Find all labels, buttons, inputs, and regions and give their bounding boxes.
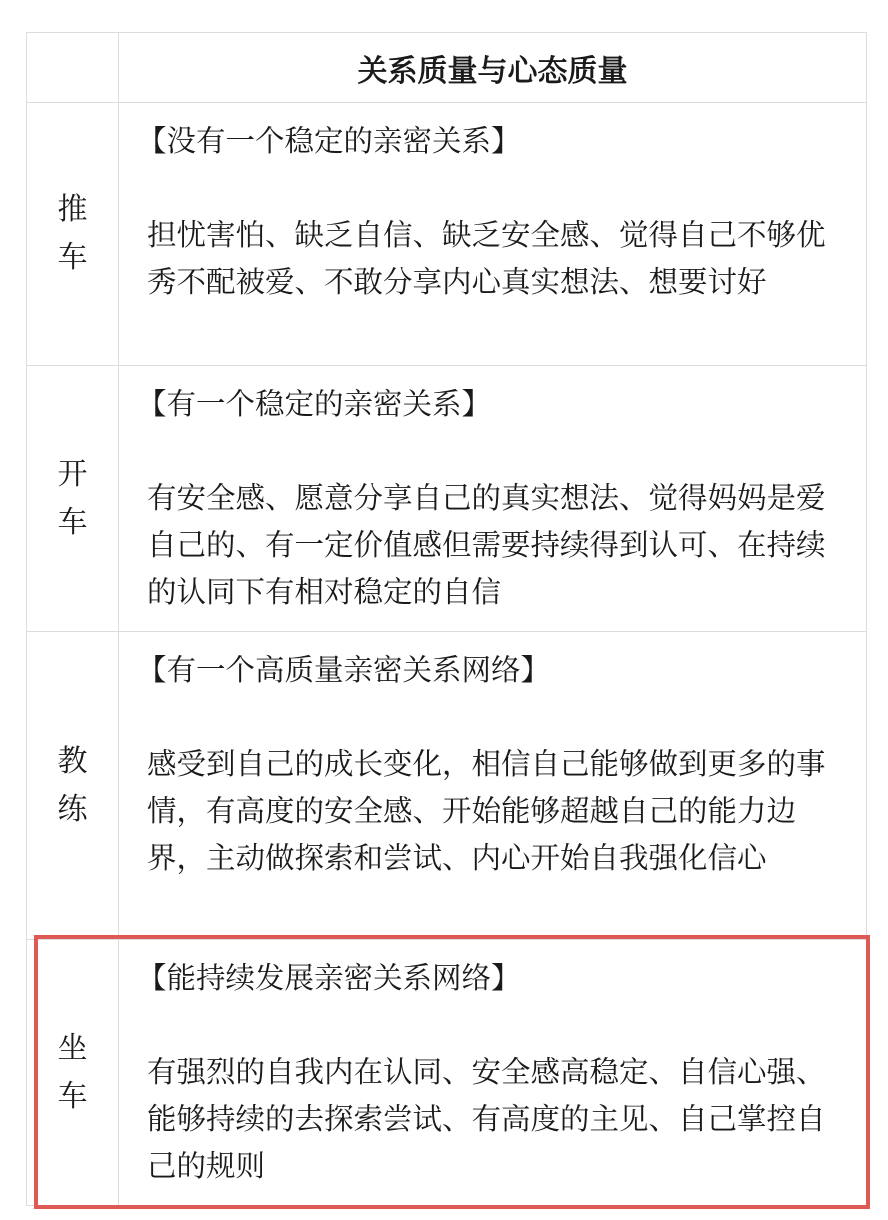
- header-title: 关系质量与心态质量: [119, 33, 867, 103]
- row-content: [119, 632, 867, 940]
- table-header-row: [27, 33, 867, 103]
- table-row: [27, 103, 867, 366]
- row-label-char: 练: [57, 791, 88, 827]
- relationship-mindset-table: [26, 32, 867, 1206]
- table-row: [27, 366, 867, 632]
- row-label-char: 推: [57, 192, 88, 227]
- row-label-char: 开: [57, 456, 88, 492]
- row-label: [27, 103, 119, 366]
- mindset-quality-text: 有强烈的自我内在认同、安全感高稳定、自信心强、能够持续的去探索尝试、有高度的主见、自己掌控自己的规则: [147, 1055, 826, 1183]
- row-label: [27, 940, 119, 1206]
- relation-quality-text: 【有一个高质量亲密关系网络】: [137, 653, 551, 687]
- header-corner-cell: [27, 33, 119, 103]
- row-content: [119, 103, 867, 366]
- row-label-char: 车: [57, 1078, 88, 1114]
- table-row: [27, 940, 867, 1206]
- relation-quality-text: 【没有一个稳定的亲密关系】: [137, 124, 521, 158]
- relation-quality-text: 【有一个稳定的亲密关系】: [137, 387, 492, 421]
- mindset-quality-text: 感受到自己的成长变化，相信自己能够做到更多的事情，有高度的安全感、开始能够超越自己的能力边界，主动做探索和尝试、内心开始自我强化信心: [147, 747, 826, 875]
- mindset-quality-text: 担忧害怕、缺乏自信、缺乏安全感、觉得自己不够优秀不配被爱、不敢分享内心真实想法、想要讨好: [147, 218, 826, 299]
- mindset-quality-text: 有安全感、愿意分享自己的真实想法、觉得妈妈是爱自己的、有一定价值感但需要持续得到认可、在持续的认同下有相对稳定的自信: [147, 481, 826, 609]
- row-label: [27, 632, 119, 940]
- relation-quality-text: 【能持续发展亲密关系网络】: [137, 961, 521, 995]
- row-label-char: 车: [57, 240, 88, 275]
- row-content: [119, 366, 867, 632]
- row-label-char: 教: [57, 743, 88, 779]
- row-label: [27, 366, 119, 632]
- table-row: [27, 632, 867, 940]
- row-label-char: 坐: [57, 1030, 88, 1066]
- row-content: [119, 940, 867, 1206]
- row-label-char: 车: [57, 504, 88, 540]
